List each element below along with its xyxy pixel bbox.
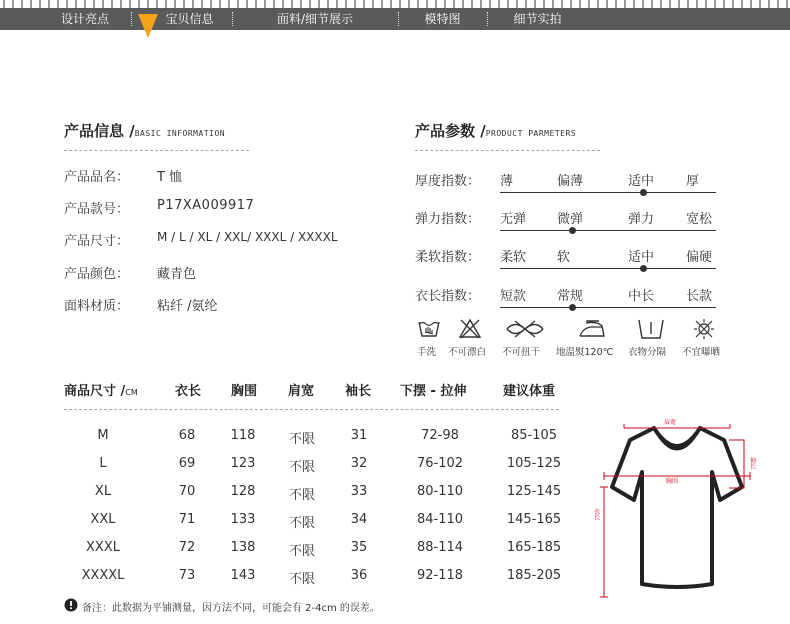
table-cell: 118 [230, 428, 256, 443]
shoulder-measure [624, 424, 730, 428]
hand-wash-icon [417, 318, 441, 340]
divider [64, 150, 249, 151]
table-cell: 32 [350, 456, 368, 471]
nav-item-detail[interactable]: 细节实拍 [513, 12, 562, 26]
tshirt-measure-diagram [592, 412, 762, 600]
param-option: 薄 [500, 174, 514, 189]
table-cell: 68 [178, 428, 196, 443]
nav-separator [232, 12, 233, 26]
weight-header: 建议体重 [503, 384, 556, 399]
table-cell: XXXXL [81, 568, 125, 583]
diagram-shoulder-label: 肩宽 [664, 419, 677, 426]
param-level-dot [569, 227, 576, 234]
nav-separator [398, 12, 399, 26]
hem-header: 下摆 - 拉伸 [400, 384, 467, 399]
nav-item-fabric[interactable]: 面料/细节展示 [276, 12, 354, 26]
active-nav-indicator [138, 14, 158, 38]
table-cell: 34 [350, 512, 368, 527]
iron-icon [577, 318, 607, 340]
chest-header: 胸围 [231, 384, 258, 399]
info-label: 产品颜色： [64, 267, 130, 282]
table-cell: 138 [230, 540, 256, 555]
nav-separator [487, 12, 488, 26]
info-value: 藏青色 [157, 267, 197, 282]
size-unit: CM [125, 388, 138, 397]
care-label: 衣物分隔 [628, 347, 667, 358]
table-cell: M [97, 428, 109, 443]
param-label: 柔软指数： [415, 250, 481, 265]
nav-item-model[interactable]: 模特图 [424, 12, 461, 26]
table-cell: 76-102 [416, 456, 464, 471]
size-table-header [64, 380, 138, 399]
table-cell: 不限 [288, 432, 315, 447]
no-sun-icon [692, 318, 716, 340]
shoulder-header: 肩宽 [288, 384, 315, 399]
diagram-length-label: 衣长 [592, 508, 600, 520]
product-info-subtitle: BASIC INFORMATION [134, 129, 226, 138]
param-option: 偏硬 [686, 250, 713, 265]
table-cell: 不限 [288, 488, 315, 503]
param-option: 中长 [628, 289, 655, 304]
measurement-note: 备注：此数据为平铺测量，因方法不同，可能会有 2-4cm 的误差。 [82, 603, 380, 614]
table-cell: 80-110 [416, 484, 464, 499]
param-track [500, 307, 716, 308]
size-header-label: 商品尺寸 / [64, 384, 126, 399]
care-label: 不可扭干 [502, 347, 541, 358]
info-value: P17XA009917 [157, 198, 255, 213]
table-cell: 69 [178, 456, 196, 471]
care-label: 不可漂白 [448, 347, 487, 358]
param-option: 软 [557, 250, 571, 265]
product-params-heading [415, 120, 576, 141]
table-cell: 72 [178, 540, 196, 555]
param-track [500, 230, 716, 231]
info-value: 粘纤 /氨纶 [157, 299, 218, 314]
no-bleach-icon [458, 318, 482, 340]
table-cell: 不限 [288, 516, 315, 531]
param-track [500, 268, 716, 269]
diagram-chest-label: 胸围 [666, 478, 679, 485]
param-option: 长款 [686, 289, 713, 304]
product-params-subtitle: PRODUCT PARMETERS [485, 129, 577, 138]
care-label: 地温熨120℃ [556, 347, 614, 358]
table-cell: 73 [178, 568, 196, 583]
product-params-title: 产品参数 / [415, 122, 486, 140]
param-option: 适中 [628, 250, 655, 265]
table-cell: 125-145 [506, 484, 562, 499]
warning-icon [64, 598, 78, 612]
table-cell: L [99, 456, 107, 471]
info-label: 产品尺寸： [64, 234, 130, 249]
table-cell: 105-125 [506, 456, 562, 471]
nav-separator [131, 12, 132, 26]
divider [415, 150, 600, 151]
length-measure [600, 487, 608, 597]
param-label: 衣长指数： [415, 289, 481, 304]
param-label: 厚度指数： [415, 174, 481, 189]
nav-item-product-info[interactable]: 宝贝信息 [165, 12, 214, 26]
table-cell: 不限 [288, 544, 315, 559]
param-track [500, 192, 716, 193]
product-info-heading [64, 120, 225, 141]
param-option: 常规 [557, 289, 584, 304]
length-header: 衣长 [175, 384, 202, 399]
table-cell: 84-110 [416, 512, 464, 527]
table-cell: 128 [230, 484, 256, 499]
table-cell: XXXL [86, 540, 120, 555]
info-value: T 恤 [157, 170, 183, 185]
info-value: M / L / XL / XXL/ XXXL / XXXXL [157, 230, 338, 244]
divider [64, 409, 559, 410]
no-wring-icon [505, 320, 545, 338]
table-cell: 33 [350, 484, 368, 499]
table-cell: 36 [350, 568, 368, 583]
table-cell: 31 [350, 428, 368, 443]
param-label: 弹力指数： [415, 212, 481, 227]
product-info-title: 产品信息 / [64, 122, 135, 140]
table-cell: 92-118 [416, 568, 464, 583]
table-cell: 123 [230, 456, 256, 471]
param-option: 微弹 [557, 212, 584, 227]
param-option: 适中 [628, 174, 655, 189]
sleeve-header: 袖长 [345, 384, 372, 399]
param-level-dot [569, 304, 576, 311]
table-cell: 不限 [288, 572, 315, 587]
info-label: 产品品名： [64, 170, 130, 185]
table-cell: 70 [178, 484, 196, 499]
table-cell: 143 [230, 568, 256, 583]
care-label: 不宜曝晒 [682, 347, 721, 358]
table-cell: 185-205 [506, 568, 562, 583]
care-label: 手洗 [417, 347, 437, 358]
table-cell: XXL [90, 512, 116, 527]
table-cell: 145-165 [506, 512, 562, 527]
table-cell: 35 [350, 540, 368, 555]
table-cell: XL [94, 484, 112, 499]
param-option: 短款 [500, 289, 527, 304]
table-cell: 88-114 [416, 540, 464, 555]
nav-bar [0, 8, 790, 30]
table-cell: 165-185 [506, 540, 562, 555]
separate-wash-icon [636, 318, 666, 340]
tshirt-outline [612, 428, 742, 587]
diagram-sleeve-label: 袖长 [748, 457, 756, 469]
table-cell: 72-98 [421, 428, 459, 443]
info-label: 面料材质： [64, 299, 130, 314]
table-cell: 71 [178, 512, 196, 527]
param-option: 无弹 [500, 212, 527, 227]
table-cell: 不限 [288, 460, 315, 475]
table-cell: 85-105 [510, 428, 558, 443]
nav-item-design[interactable]: 设计亮点 [60, 12, 109, 26]
table-cell: 133 [230, 512, 256, 527]
info-label: 产品款号： [64, 202, 130, 217]
param-option: 柔软 [500, 250, 527, 265]
param-option: 厚 [686, 174, 700, 189]
param-option: 弹力 [628, 212, 655, 227]
param-level-dot [640, 265, 647, 272]
param-level-dot [640, 189, 647, 196]
param-option: 偏薄 [557, 174, 584, 189]
param-option: 宽松 [686, 212, 713, 227]
